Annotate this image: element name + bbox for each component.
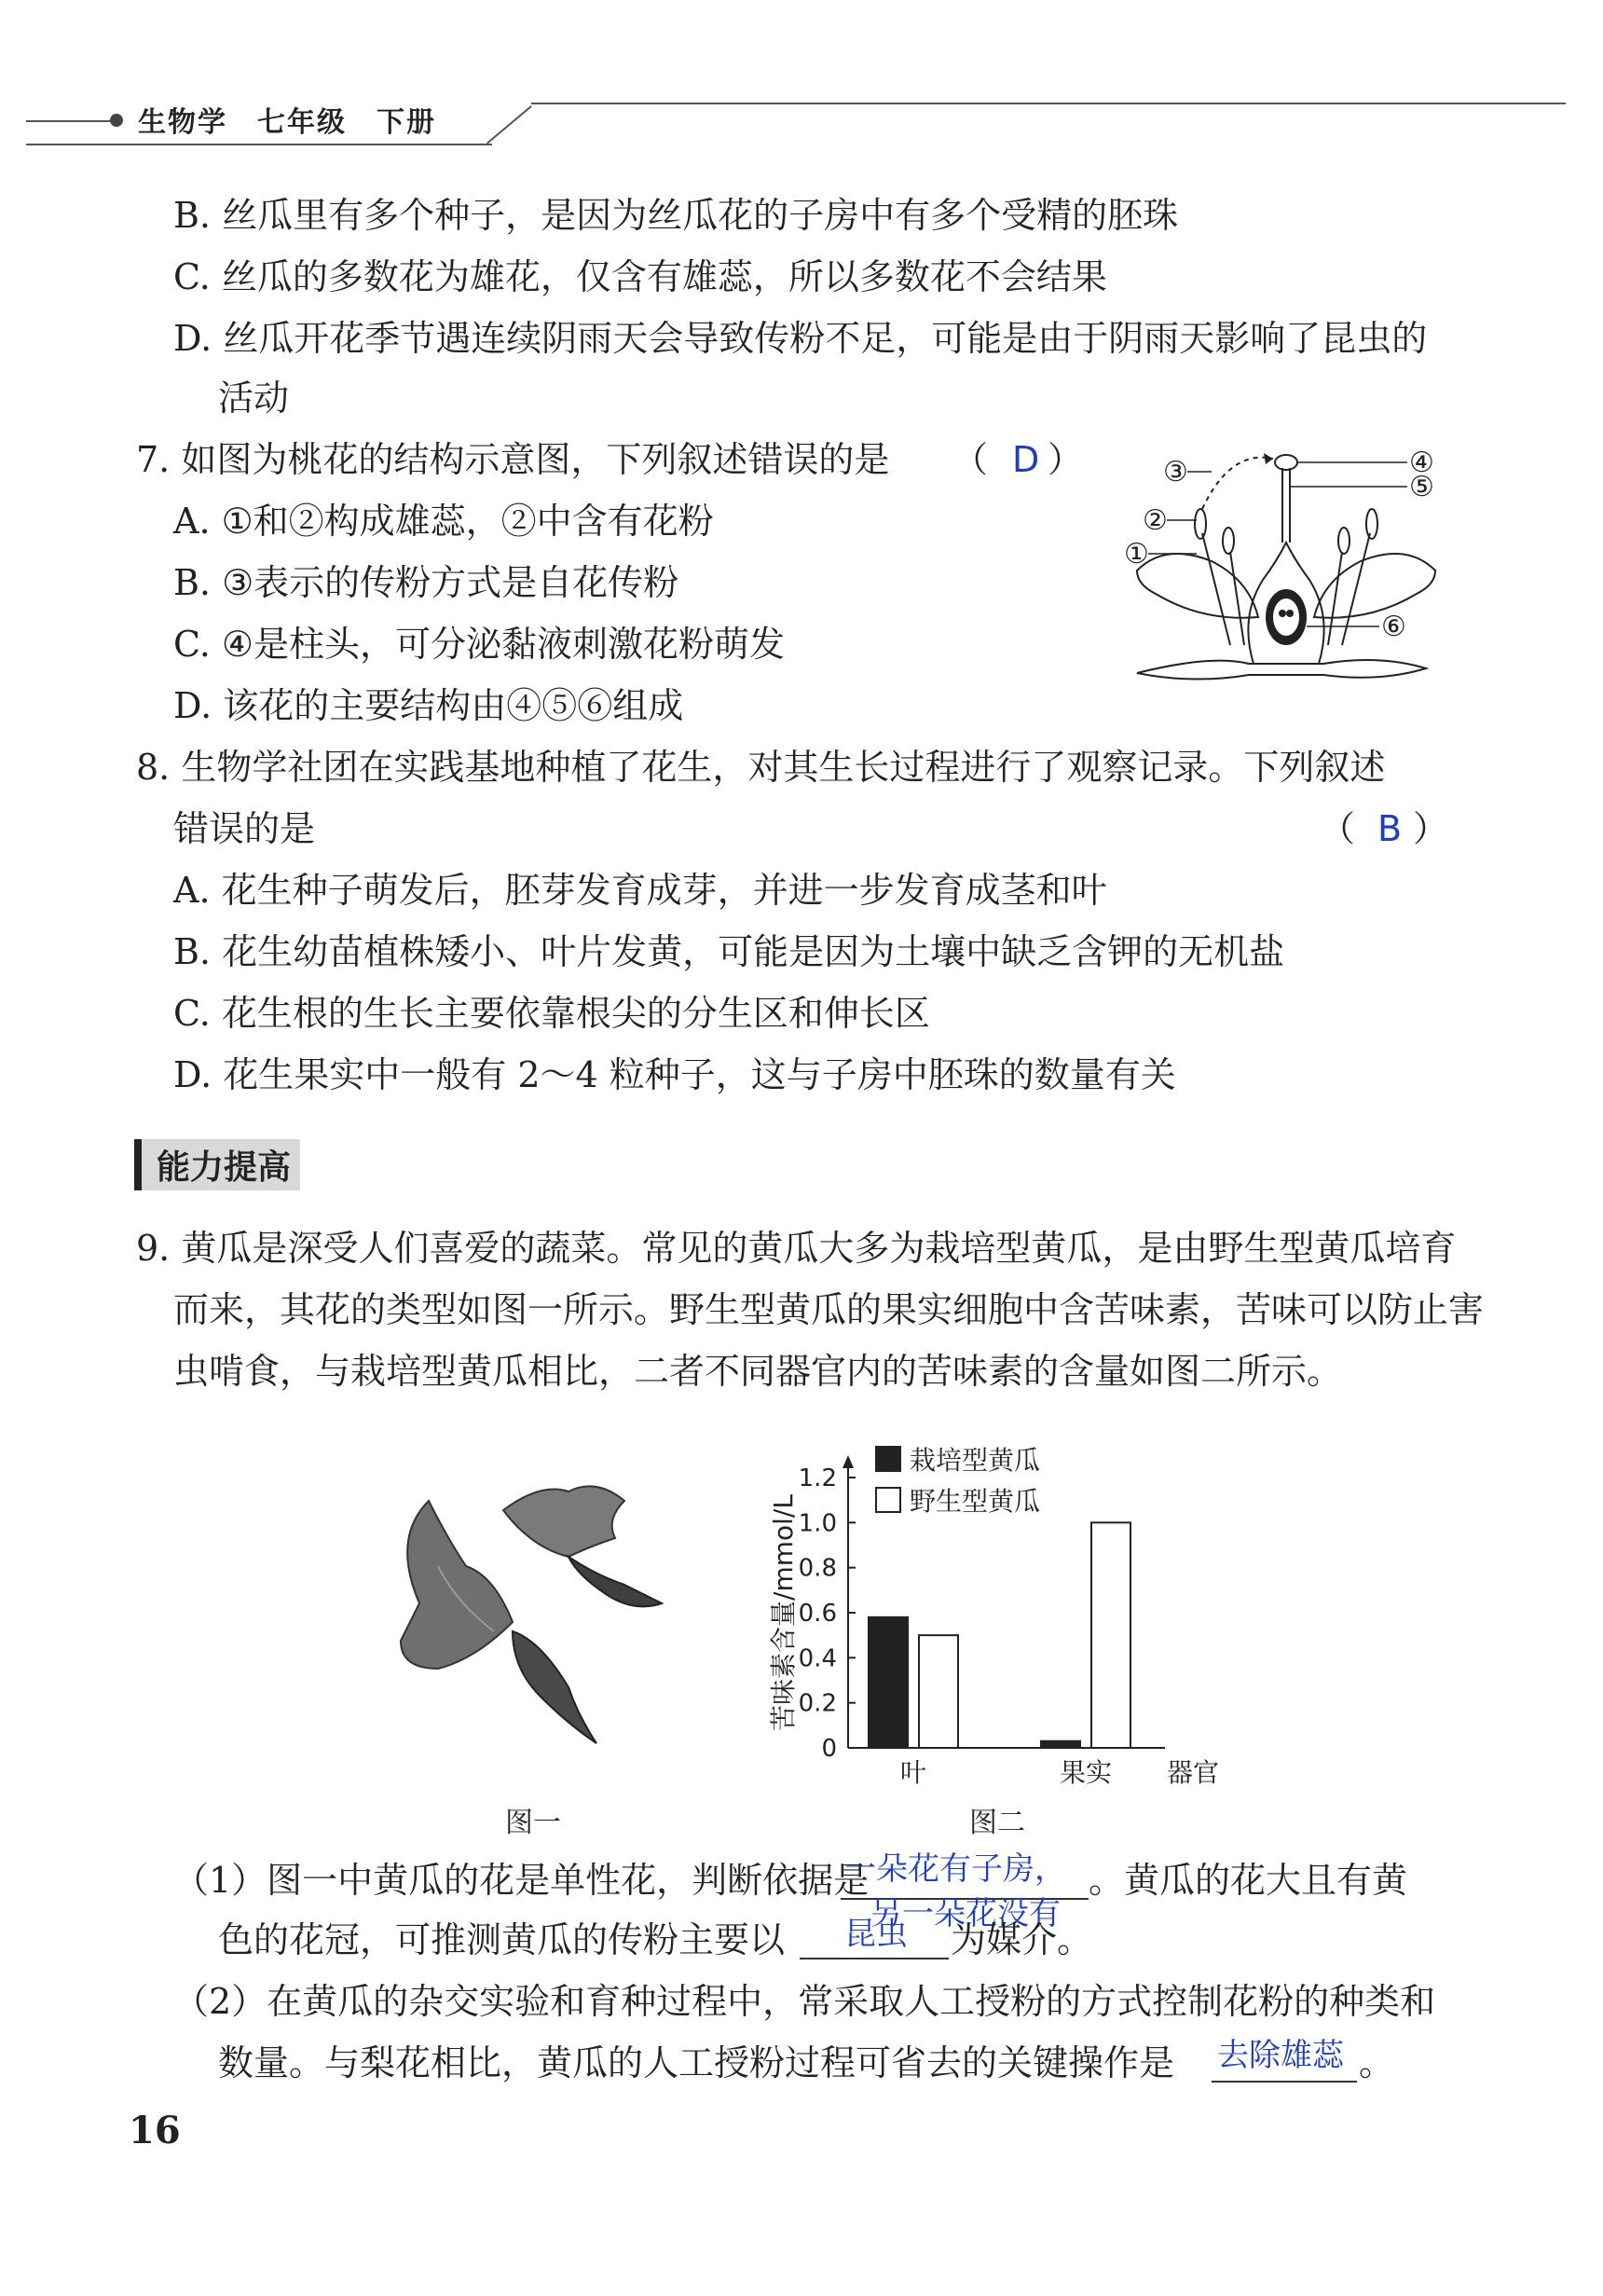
q7-option-b: B. ③表示的传粉方式是自花传粉 bbox=[173, 562, 679, 603]
q9-paragraph-line1: 9. 黄瓜是深受人们喜爱的蔬菜。常见的黄瓜大多为栽培型黄瓜，是由野生型黄瓜培育 bbox=[136, 1228, 1457, 1269]
q8-paren-open: （ bbox=[1320, 808, 1356, 849]
header-rule-slant bbox=[486, 105, 532, 144]
q9-sub2-text-b: 数量。与梨花相比，黄瓜的人工授粉过程可省去的关键操作是 bbox=[218, 2042, 1175, 2083]
bitterness-bar-chart bbox=[764, 1417, 1230, 1790]
label-6: ⑥ bbox=[1381, 611, 1406, 643]
header-rule-bottom bbox=[26, 144, 492, 145]
q6-option-c: C. 丝瓜的多数花为雄花，仅含有雄蕊，所以多数花不会结果 bbox=[173, 256, 1107, 297]
q9-sub2-text-a: （2）在黄瓜的杂交实验和育种过程中，常采取人工授粉的方式控制花粉的种类和 bbox=[173, 1981, 1436, 2022]
bar-cultivated bbox=[869, 1617, 908, 1748]
q8-option-a: A. 花生种子萌发后，胚芽发育成芽，并进一步发育成茎和叶 bbox=[173, 870, 1107, 911]
q8-paren-close: ） bbox=[1413, 808, 1449, 849]
header-title: 生物学 七年级 下册 bbox=[138, 106, 436, 139]
page-number: 16 bbox=[129, 2109, 181, 2152]
y-tick-label: 0.6 bbox=[798, 1600, 837, 1628]
q8-option-c: C. 花生根的生长主要依靠根尖的分生区和伸长区 bbox=[173, 993, 930, 1034]
figure2-caption: 图二 bbox=[969, 1807, 1025, 1839]
q9-paragraph-line3: 虫啃食，与栽培型黄瓜相比，二者不同器官内的苦味素的含量如图二所示。 bbox=[173, 1351, 1343, 1392]
q7-answer: D bbox=[1012, 439, 1040, 480]
header-rule-right bbox=[531, 103, 1566, 104]
y-tick-label: 1.0 bbox=[798, 1509, 837, 1538]
q7-option-c: C. ④是柱头，可分泌黏液刺激花粉萌发 bbox=[173, 624, 785, 665]
label-4: ④ bbox=[1409, 447, 1434, 479]
q8-option-d: D. 花生果实中一般有 2～4 粒种子，这与子房中胚珠的数量有关 bbox=[173, 1054, 1176, 1095]
label-5: ⑤ bbox=[1409, 471, 1434, 503]
header-dot bbox=[110, 114, 123, 127]
y-tick-label: 1.2 bbox=[798, 1464, 837, 1492]
q8-stem-line2: 错误的是 bbox=[173, 808, 316, 849]
section-title: 能力提高 bbox=[134, 1139, 300, 1190]
label-2: ② bbox=[1143, 504, 1168, 537]
q9-sub1-answer2: 昆虫 bbox=[844, 1916, 908, 1953]
q7-stem: 7. 如图为桃花的结构示意图，下列叙述错误的是 bbox=[136, 439, 890, 480]
q9-sub2-blank[interactable] bbox=[1212, 2081, 1357, 2083]
legend-swatch bbox=[876, 1488, 900, 1512]
q9-sub1-text-d: 为媒介。 bbox=[951, 1919, 1093, 1960]
label-1: ① bbox=[1124, 538, 1149, 571]
q9-sub1-text-b: 。黄瓜的花大且有黄 bbox=[1089, 1860, 1408, 1901]
legend-label: 栽培型黄瓜 bbox=[910, 1445, 1041, 1476]
cucumber-flowers-figure bbox=[382, 1482, 690, 1762]
q8-option-b: B. 花生幼苗植株矮小、叶片发黄，可能是因为土壤中缺乏含钾的无机盐 bbox=[173, 931, 1285, 972]
q7-option-a: A. ①和②构成雄蕊，②中含有花粉 bbox=[173, 501, 714, 542]
q7-option-d: D. 该花的主要结构由④⑤⑥组成 bbox=[173, 685, 684, 726]
q7-paren-open: （ bbox=[952, 439, 989, 480]
q9-sub2-text-c: 。 bbox=[1359, 2042, 1395, 2083]
legend-swatch bbox=[876, 1447, 900, 1471]
bar-cultivated bbox=[1041, 1741, 1080, 1748]
bar-wild bbox=[1091, 1522, 1130, 1748]
q9-sub1-answer1-cont: 另一朵花没有 bbox=[870, 1895, 1061, 1932]
q9-sub1-text-a: （1）图一中黄瓜的花是单性花，判断依据是 bbox=[173, 1860, 870, 1901]
y-tick-label: 0.4 bbox=[798, 1644, 837, 1673]
q9-sub1-blank2[interactable] bbox=[800, 1958, 949, 1959]
q9-sub2-answer: 去除雄蕊 bbox=[1217, 2037, 1344, 2074]
x-tick-label: 果实 bbox=[1059, 1757, 1113, 1788]
y-tick-label: 0 bbox=[821, 1735, 837, 1763]
q6-option-b: B. 丝瓜里有多个种子，是因为丝瓜花的子房中有多个受精的胚珠 bbox=[173, 195, 1179, 236]
q7-paren-close: ） bbox=[1048, 439, 1084, 480]
x-axis-label: 器官 bbox=[1166, 1757, 1220, 1788]
q9-sub1-answer1: 一朵花有子房， bbox=[844, 1850, 1066, 1888]
peach-flower-diagram bbox=[1100, 431, 1473, 710]
figure1-caption: 图一 bbox=[505, 1807, 561, 1839]
q8-stem-line1: 8. 生物学社团在实践基地种植了花生，对其生长过程进行了观察记录。下列叙述 bbox=[136, 747, 1386, 788]
q6-option-d-line1: D. 丝瓜开花季节遇连续阴雨天会导致传粉不足，可能是由于阴雨天影响了昆虫的 bbox=[173, 318, 1428, 359]
header-rule-left bbox=[26, 120, 116, 122]
legend-label: 野生型黄瓜 bbox=[910, 1486, 1041, 1517]
y-axis-label: 苦味素含量/mmol/L bbox=[768, 1494, 799, 1731]
x-tick-label: 叶 bbox=[899, 1757, 927, 1788]
q9-paragraph-line2: 而来，其花的类型如图一所示。野生型黄瓜的果实细胞中含苦味素，苦味可以防止害 bbox=[173, 1289, 1485, 1330]
bar-wild bbox=[919, 1635, 958, 1748]
y-axis-arrow bbox=[843, 1455, 854, 1468]
label-3: ③ bbox=[1163, 456, 1188, 488]
q8-answer: B bbox=[1377, 808, 1403, 849]
y-tick-label: 0.2 bbox=[798, 1689, 837, 1718]
y-tick-label: 0.8 bbox=[798, 1554, 837, 1583]
q9-sub1-text-c: 色的花冠，可推测黄瓜的传粉主要以 bbox=[218, 1919, 786, 1960]
q6-option-d-line2: 活动 bbox=[218, 378, 290, 419]
